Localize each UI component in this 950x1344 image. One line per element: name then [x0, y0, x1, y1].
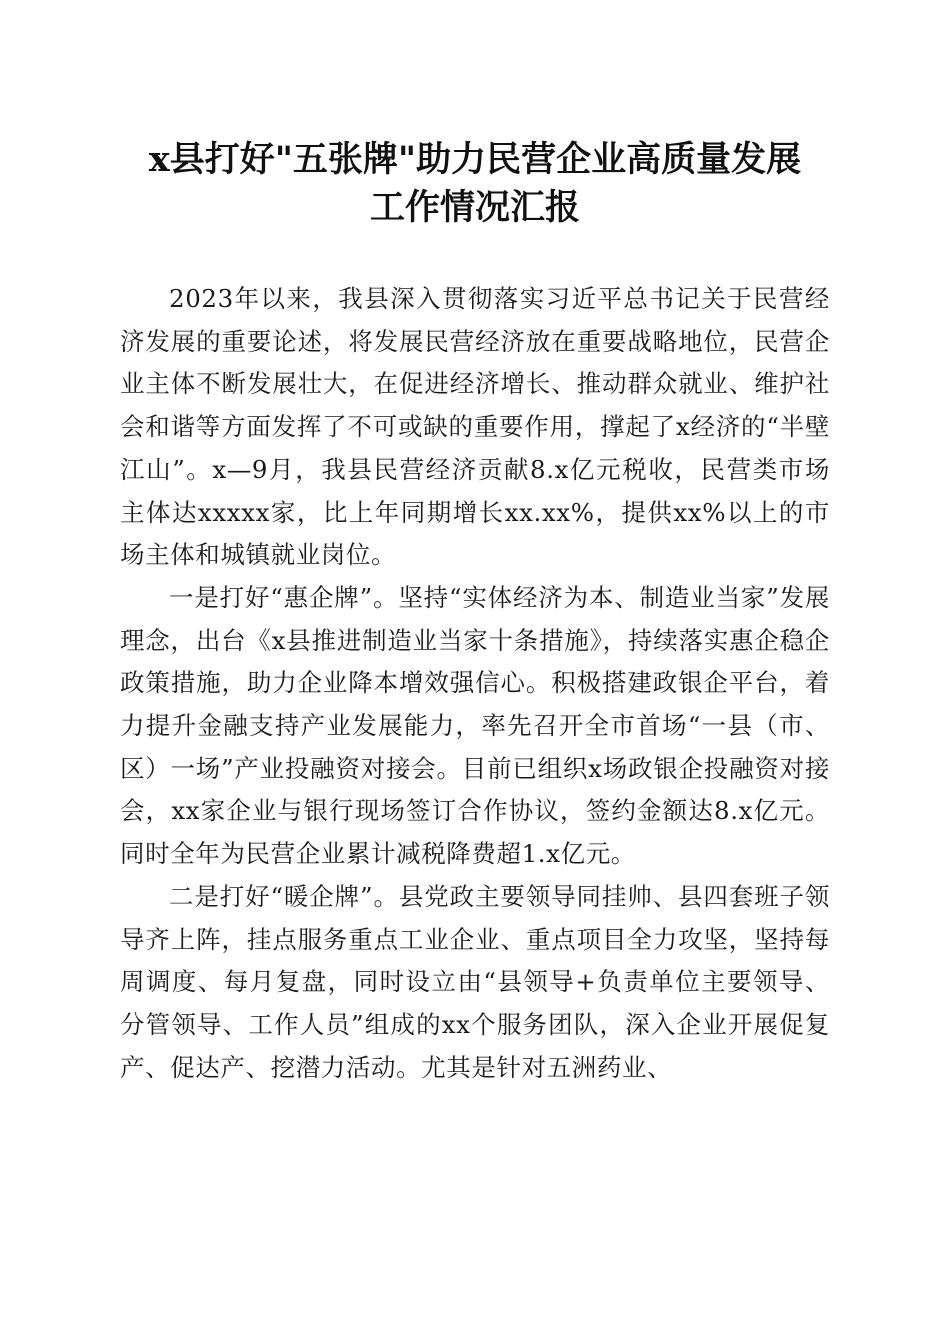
paragraph-point-1 — [120, 577, 830, 876]
paragraph-text: 县党政主要领导同挂帅、县四套班子领导齐上阵，挂点服务重点工业企业、重点项目全力攻坚，坚持每周调度、每月复盘，同时设立由“县领导+负责单位主要领导、分管领导、工作人员”组成的xx个服务团队，深入企业开展促复产、促达产、挖潜力活动。尤其是针对五洲药业、 — [120, 881, 830, 1082]
document-title-line-2: 工作情况汇报 — [369, 187, 580, 228]
paragraph-text: 2023年以来，我县深入贯彻落实习近平总书记关于民营经济发展的重要论述，将发展民营经济放在重要战略地位，民营企业主体不断发展壮大，在促进经济增长、推动群众就业、维护社会和谐等方面发挥了不可或缺的重要作用，撑起了x经济的“半壁江山”。x—9月，我县民营经济贡献8.x亿元税收，民营类市场主体达xxxxx家，比上年同期增长xx.xx%，提供xx%以上的市场主体和城镇就业岗位。 — [120, 284, 830, 570]
document-title-line-1: x县打好"五张牌"助力民营企业高质量发展 — [148, 139, 802, 180]
paragraph-point-2 — [120, 876, 830, 1090]
paragraph-text: 坚持“实体经济为本、制造业当家”发展理念，出台《x县推进制造业当家十条措施》，持续落实惠企稳企政策措施，助力企业降本增效强信心。积极搭建政银企平台，着力提升金融支持产业发展能力，率先召开全市首场“一县（市、区）一场”产业投融资对接会。目前已组织x场政银企投融资对接会，xx家企业与银行现场签订合作协议，签约金额达8.x亿元。同时全年为民营企业累计减税降费超1.x亿元。 — [120, 582, 830, 869]
paragraph-lead: 一是打好“惠企牌”。 — [169, 582, 399, 612]
paragraph-lead: 二是打好“暖企牌”。 — [169, 881, 399, 911]
paragraph-intro — [120, 278, 830, 577]
document-body — [120, 278, 830, 1089]
